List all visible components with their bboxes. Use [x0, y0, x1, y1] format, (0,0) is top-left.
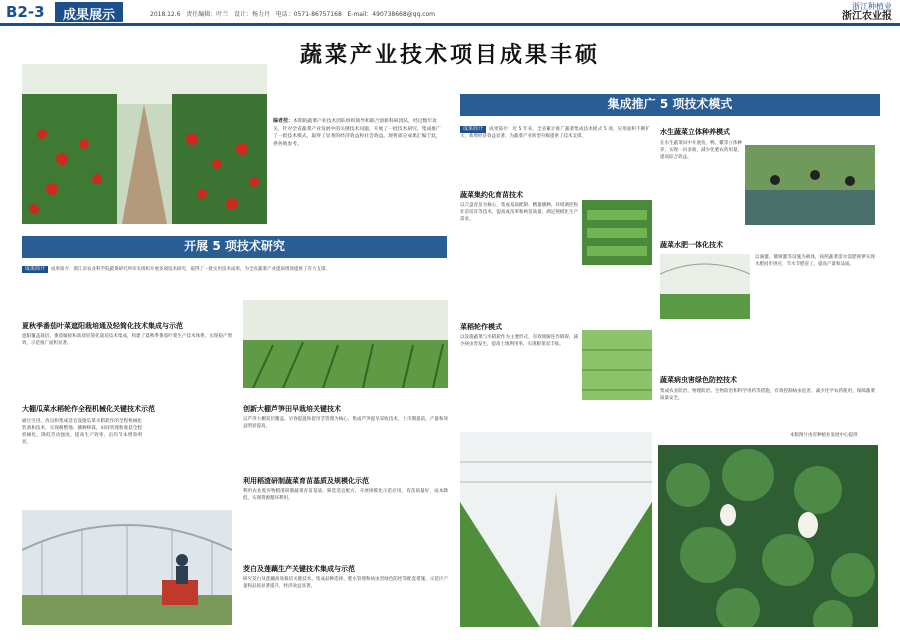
page-headline: 蔬菜产业技术项目成果丰硕: [299, 43, 600, 68]
right-intro: 成果简介 成果简介：近 5 年来，全省累计推广蔬菜集成技术模式 5 项，应用面积不断扩大，新增经济效益显著，为蔬菜产业转型升级提供了技术支撑。: [460, 126, 650, 139]
article-body-lotus: 研究茭白及莲藕高效栽培关键技术，集成品种选择、肥水管理和病虫害绿色防控等配套措施，示范区产量和品质显著提升，经济效益显著。: [243, 577, 448, 589]
right-intro-text: 成果简介：近 5 年来，全省累计推广蔬菜集成技术模式 5 项，应用面积不断扩大，新增经济效益显著，为蔬菜产业转型升级提供了技术支撑。: [460, 127, 650, 139]
article-body-rice-rotation-2: [150, 418, 235, 508]
masthead: [0, 0, 900, 26]
paper-name: [842, 2, 892, 22]
editor: 责任编辑：叶兰: [186, 11, 229, 18]
article-body-asparagus: 以芦笋大棚双层覆盖、早春提温和留母茎管理为核心，集成芦笋提早采收技术，上市期提前，产量和效益明显提高。: [243, 417, 448, 429]
photo-credit: 本版图片由省种植业发展中心提供: [790, 433, 858, 438]
article-body-seedling-2: [582, 270, 652, 315]
paper-logo: 浙江农业报: [842, 11, 892, 22]
email: E-mail：490738668@qq.com: [347, 11, 436, 18]
article-title-aquatic: 水生蔬菜立体种养模式: [660, 128, 730, 136]
aquatic-farming-photo: [745, 145, 875, 225]
article-body-tomato: 遮阳覆盖栽培、番茄嫁接和高效轻简化栽培技术集成，构建了夏秋季番茄叶菜生产技术体系，实现稳产增效，示范推广面积显著。: [22, 334, 232, 346]
seedling-trays-photo: [582, 200, 652, 265]
article-title-substrate: 利用稻渣研制蔬菜育苗基质及规模化示范: [243, 477, 369, 485]
article-body-pest-control: 集成农业防治、物理防治、生物防治和科学用药等措施，有效控制病虫危害，减少化学农药使用，保障蔬菜质量安全。: [660, 389, 875, 401]
greenhouse-rows-photo: [460, 432, 652, 627]
article-title-tomato: 夏秋季番茄叶菜遮阳栽培通及轻简化技术集成与示范: [22, 322, 183, 330]
paper-top: 浙江种植业: [852, 2, 892, 11]
article-body-substrate: 利用农业废弃物稻渣研制蔬菜育苗基质，筛选适宜配方，开展规模化示范应用，育苗质量好，成本降低，实现资源循环利用。: [243, 489, 448, 501]
lotus-pond-photo: [658, 445, 878, 627]
editor-line: [150, 9, 435, 18]
right-banner: 集成推广 5 项技术模式: [460, 94, 880, 116]
tomato-greenhouse-photo: [22, 64, 267, 224]
article-title-seedling: 蔬菜集约化育苗技术: [460, 191, 523, 199]
article-body-veg-rice: 以设施蔬菜与水稻轮作为主要形式，有效缓解连作障碍，减少病虫害发生，提高土地利用率，实现粮菜双丰收。: [460, 335, 578, 347]
article-body-seedling: 以穴盘育苗为核心，集成基质配制、精量播种、环境调控和壮苗培育等技术，提高成苗率和秧苗质量，满足规模化生产需求。: [460, 203, 578, 222]
asparagus-photo: [243, 300, 448, 388]
designer: 设计：杨力丹: [234, 11, 271, 18]
article-body-aquatic: 在水生蔬菜田中开展鱼、鸭、鳖等立体种养，实现一田多收，减少化肥农药用量，提高综合效益。: [660, 141, 742, 160]
paddy-field-photo: [582, 330, 652, 400]
fertigation-photo: [660, 254, 750, 319]
greenhouse-machinery-photo: [22, 510, 232, 625]
editor-note-text: 本期的蔬菜产业技术团队组织领导和联合创新科研团队，经过数年攻关，针对全省蔬菜产业发展中的关键技术问题，开展了一批技术研究，集成推广了一批技术模式，取得了显著的经济效益和社会效益。现将部分成果汇编于此，供各地参考。: [273, 119, 441, 147]
article-title-pest-control: 蔬菜病虫害绿色防控技术: [660, 376, 737, 384]
article-title-rice-rotation: 大棚瓜菜水稻轮作全程机械化关键技术示范: [22, 405, 155, 413]
left-intro: 成果简介 成果简介：浙江省农业科学院蔬菜研究所牵头组织开展多项技术研究，取得了一批实用技术成果，为全省蔬菜产业提质增效提供了有力支撑。: [22, 266, 447, 296]
phone: 电话：0571-86757168: [275, 11, 342, 18]
editor-note: [273, 118, 443, 148]
left-banner: 开展 5 项技术研究: [22, 236, 447, 258]
article-body-rice-rotation: 通过引进、改良和集成适宜设施瓜菜水稻轮作的全程机械化装备和技术，实现耕整地、播种移栽、田间管理和收获全程机械化，降低劳动强度，提高生产效率，亩均节本增效明显。: [22, 419, 142, 445]
page-number: B2-3: [6, 3, 45, 21]
article-title-lotus: 茭白及莲藕生产关键技术集成与示范: [243, 565, 355, 573]
article-title-veg-rice: 菜稻轮作模式: [460, 323, 502, 331]
article-title-asparagus: 创新大棚芦笋田早栽培关键技术: [243, 405, 341, 413]
section-title: 成果展示: [55, 2, 123, 22]
editor-note-label: 编者按：: [273, 118, 294, 124]
date: 2018.12.6: [150, 11, 181, 18]
left-intro-text: 成果简介：浙江省农业科学院蔬菜研究所牵头组织开展多项技术研究，取得了一批实用技术成果，为全省蔬菜产业提质增效提供了有力支撑。: [51, 267, 331, 272]
article-body-fertigation: 以滴灌、微喷灌等设施为载体，按照蔬菜需水需肥规律实现水肥同步供应，节水节肥省工，提高产量和品质。: [755, 255, 875, 267]
article-title-fertigation: 蔬菜水肥一体化技术: [660, 241, 723, 249]
article-body-fertigation-2: [660, 322, 875, 367]
